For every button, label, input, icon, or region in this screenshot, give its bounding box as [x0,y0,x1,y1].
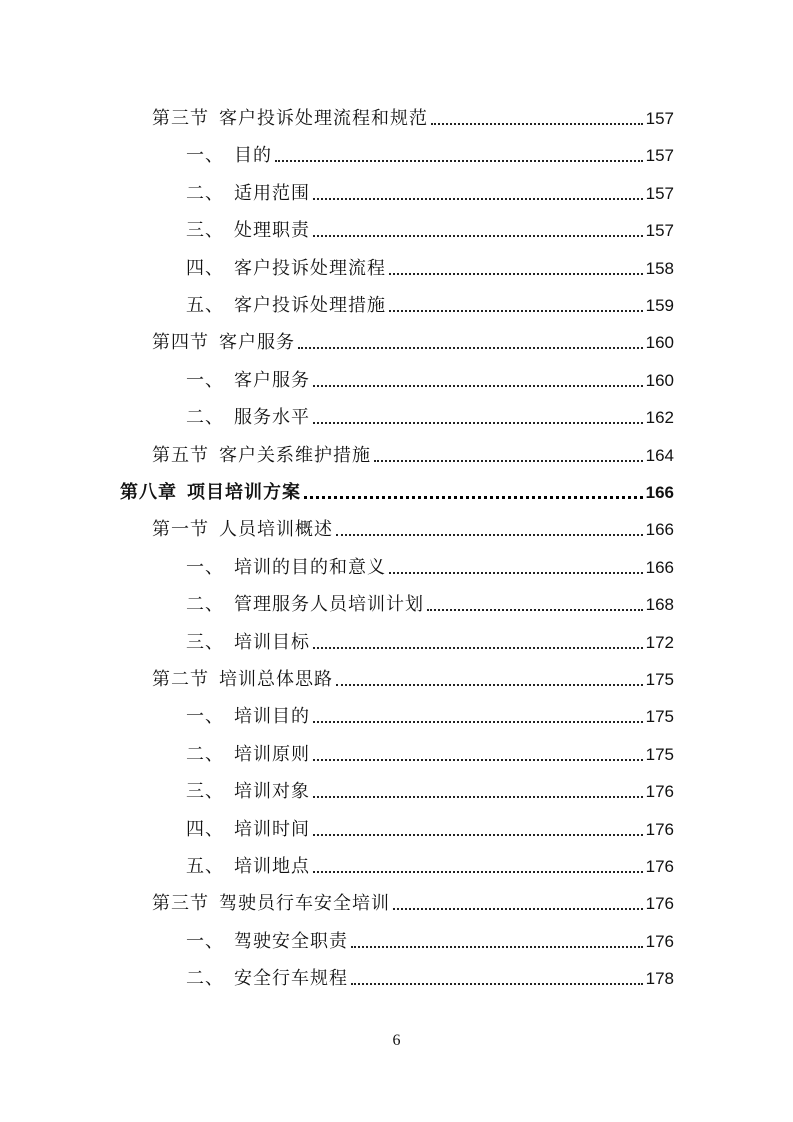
toc-entry-text: 驾驶安全职责 [234,930,348,952]
toc-entry-number: 第五节 [152,444,209,466]
toc-item-entry[interactable] [186,848,674,878]
toc-dot-leader [351,983,643,985]
toc-dot-leader [313,834,643,836]
toc-entry-text: 培训目标 [234,631,310,653]
toc-item-entry[interactable] [186,773,674,803]
toc-entry-title [152,332,295,354]
toc-dot-leader [351,946,643,948]
toc-entry-title [186,258,386,280]
toc-entry-text: 培训地点 [234,856,310,877]
toc-entry-text: 客户服务 [219,332,295,354]
toc-entry-number: 五、 [186,856,224,877]
toc-entry-text: 客户投诉处理流程 [234,257,386,279]
toc-section-entry[interactable] [152,661,674,691]
toc-entry-title [152,519,333,541]
toc-entry-page: 157 [645,221,674,241]
toc-dot-leader [427,609,643,611]
page-number: 6 [392,1032,401,1049]
toc-entry-title [186,856,310,878]
toc-entry-number: 第四节 [152,332,209,354]
toc-entry-title [186,706,310,728]
toc-entry-text: 培训目的 [234,706,310,728]
toc-entry-title [186,819,310,841]
toc-dot-leader [389,572,643,574]
toc-entry-number: 一、 [186,556,224,578]
toc-entry-text: 培训时间 [234,818,310,840]
toc-entry-number: 第八章 [120,482,177,503]
toc-entry-title [186,295,386,317]
toc-entry-text: 客户关系维护措施 [219,444,371,466]
toc-dot-leader [313,759,643,761]
toc-entry-title [186,220,310,242]
toc-entry-text: 客户服务 [234,369,310,391]
toc-entry-number: 第三节 [152,108,209,129]
toc-entry-page: 176 [645,931,674,951]
toc-entry-page: 176 [645,782,674,802]
toc-item-entry[interactable] [186,698,674,728]
toc-entry-number: 一、 [186,145,224,167]
toc-item-entry[interactable] [186,586,674,616]
toc-entry-number: 第三节 [152,893,209,915]
toc-entry-title [186,145,272,167]
toc-entry-title [186,183,310,205]
toc-item-entry[interactable] [186,736,674,766]
toc-entry-number: 三、 [186,781,224,803]
toc-entry-text: 服务水平 [234,407,310,429]
toc-dot-leader [313,198,643,200]
toc-entry-page: 166 [645,483,674,502]
toc-entry-title [186,370,310,392]
toc-entry-page: 157 [645,183,674,203]
toc-item-entry[interactable] [186,624,674,654]
toc-dot-leader [313,235,643,237]
toc-entry-number: 三、 [186,220,224,242]
toc-entry-title [152,445,371,467]
toc-dot-leader [393,908,643,910]
toc-entry-text: 管理服务人员培训计划 [234,594,424,616]
toc-entry-title [186,557,386,579]
toc-entry-number: 四、 [186,257,224,279]
toc-item-entry[interactable] [186,549,674,579]
toc-entry-number: 一、 [186,706,224,728]
toc-item-entry[interactable] [186,923,674,953]
toc-dot-leader [336,534,643,536]
toc-section-entry[interactable] [152,511,674,541]
toc-section-entry[interactable] [152,324,674,354]
toc-entry-number: 三、 [186,631,224,653]
toc-entry-page: 160 [645,370,674,390]
toc-entry-page: 160 [645,333,674,353]
toc-section-entry[interactable] [152,100,674,130]
toc-entry-text: 客户投诉处理措施 [234,295,386,316]
toc-entry-page: 157 [645,146,674,166]
toc-entry-text: 目的 [234,145,272,167]
toc-entry-text: 安全行车规程 [234,968,348,990]
toc-dot-leader [313,721,643,723]
toc-entry-number: 二、 [186,743,224,765]
toc-entry-text: 驾驶员行车安全培训 [219,893,390,915]
toc-entry-title [186,781,310,803]
toc-dot-leader [313,796,643,798]
toc-entry-number: 一、 [186,369,224,391]
toc-item-entry[interactable] [186,250,674,280]
toc-section-entry[interactable] [152,885,674,915]
toc-item-entry[interactable] [186,811,674,841]
toc-entry-text: 处理职责 [234,220,310,242]
toc-entry-number: 一、 [186,930,224,952]
toc-entry-page: 176 [645,894,674,914]
toc-dot-leader [275,160,643,162]
toc-dot-leader [336,684,643,686]
toc-entry-text: 客户投诉处理流程和规范 [219,108,428,129]
toc-section-entry[interactable] [152,437,674,467]
toc-dot-leader [313,647,643,649]
toc-entry-number: 二、 [186,407,224,429]
toc-item-entry[interactable] [186,362,674,392]
toc-entry-number: 第二节 [152,669,209,690]
toc-dot-leader [389,310,643,312]
toc-entry-number: 四、 [186,818,224,840]
toc-entry-title [152,108,428,130]
toc-item-entry[interactable] [186,137,674,167]
toc-entry-text: 适用范围 [234,182,310,204]
toc-entry-page: 168 [645,595,674,615]
toc-entry-title [152,669,333,691]
toc-entry-page: 166 [645,557,674,577]
toc-entry-page: 172 [645,632,674,652]
toc-entry-page: 162 [645,408,674,428]
toc-entry-page: 157 [645,109,674,128]
toc-dot-leader [374,460,643,462]
toc-entry-title [186,594,424,616]
toc-entry-number: 二、 [186,594,224,616]
toc-entry-text: 培训对象 [234,781,310,803]
toc-entry-text: 培训总体思路 [219,669,333,690]
toc-entry-number: 二、 [186,182,224,204]
toc-dot-leader [313,871,643,873]
toc-entry-title [186,407,310,429]
toc-entry-title [186,931,348,953]
toc-dot-leader [298,347,643,349]
toc-dot-leader [304,496,643,499]
toc-dot-leader [313,422,643,424]
toc-entry-text: 培训的目的和意义 [234,556,386,578]
toc-entry-page: 175 [645,707,674,727]
toc-entry-page: 178 [645,969,674,989]
toc-entry-title [152,893,390,915]
toc-entry-number: 五、 [186,295,224,316]
toc-item-entry[interactable] [186,175,674,205]
toc-entry-page: 159 [645,296,674,315]
toc-item-entry[interactable] [186,399,674,429]
toc-entry-page: 158 [645,258,674,278]
toc-item-entry[interactable] [186,960,674,990]
toc-entry-title [186,744,310,766]
toc-entry-title [120,482,301,504]
toc-entry-title [186,968,348,990]
toc-item-entry[interactable] [186,212,674,242]
toc-entry-number: 第一节 [152,519,209,541]
toc-dot-leader [313,385,643,387]
toc-dot-leader [431,123,643,125]
toc-entry-page: 176 [645,857,674,876]
toc-entry-text: 项目培训方案 [187,482,301,503]
toc-chapter-entry[interactable] [120,474,674,504]
toc-entry-text: 培训原则 [234,743,310,765]
toc-entry-page: 175 [645,744,674,764]
toc-entry-number: 二、 [186,968,224,990]
toc-entry-text: 人员培训概述 [219,519,333,541]
toc-entry-page: 175 [645,670,674,689]
toc-entry-page: 164 [645,445,674,465]
toc-item-entry[interactable] [186,287,674,317]
toc-dot-leader [389,273,643,275]
toc-entry-page: 176 [645,819,674,839]
toc-entry-page: 166 [645,520,674,540]
toc-entry-title [186,632,310,654]
